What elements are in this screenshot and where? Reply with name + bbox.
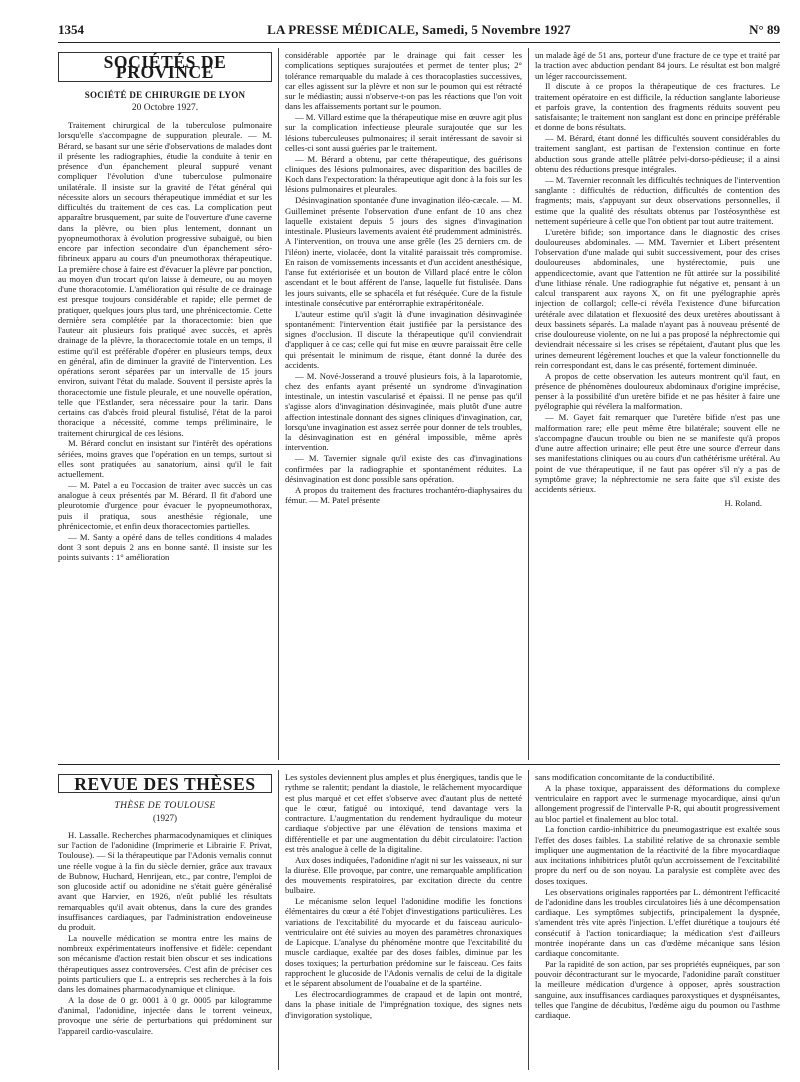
session-date: 20 Octobre 1927. xyxy=(131,102,199,113)
societes-column-1 xyxy=(58,50,272,760)
paragraph: un malade âgé de 51 ans, porteur d'une fracture de ce type et traité par la traction avec abduction pendant 84 jours. Le résultat est bon malgré un léger raccourcissement. xyxy=(535,50,780,81)
paragraph: sans modification concomitante de la conductibilité. xyxy=(535,772,715,782)
paragraph: — M. Bérard a obtenu, par cette thérapeutique, des guérisons cliniques des lésions pulmonaires, avec disparition des bacilles de Koch dans l'expectoration: la thérapeutique agit donc à la fois sur les lésions pulmonaires et pleurales. xyxy=(285,153,522,195)
paragraph: — M. Villard estime que la thérapeutique mise en œuvre agit plus sur la complication infectieuse pleurale surajoutée que sur les lésions tuberculeuses pulmonaires; il serait intéressant de savoir si celles-ci sont aussi guéries par le traitement. xyxy=(285,112,522,153)
journal-title: LA PRESSE MÉDICALE, Samedi, 5 Novembre 1927 xyxy=(267,22,571,37)
theses-column-1 xyxy=(58,772,272,1072)
paragraph: considérable apportée par le drainage qui fait cesser les complications septiques surajoutées et permet de tenter plus; 2° tolérance remarquable du malade à ces thoracoplasties successives, car elles agissent sur la plèvre et non sur le poumon qui est rétracté sur le médiastin; aussi n'observe-t-on pas les réactions que l'on voit dans les affaissements portant sur le poumon. xyxy=(285,50,522,112)
paragraph: La fonction cardio-inhibitrice du pneumogastrique est exaltée sous l'effet des doses faibles. La stabilité relative de sa chronaxie semble impliquer une augmentation de la réactivité de la fibre myocardiaque aux incitations inhibitrices plutôt qu'un accroissement de l'excitabilité propre du nerf ou de son noyau. La paralysie est complète avec des doses toxiques. xyxy=(535,824,780,886)
paragraph: A la phase toxique, apparaissent des déformations du complexe ventriculaire en rapport avec le surmenage myocardique, ainsi qu'un allongement progressif de l'intervalle P-R, qui aboutit progressivement au bloc partiel et finalement au bloc total. xyxy=(535,782,780,824)
paragraph: — M. Patel a eu l'occasion de traiter avec succès un cas analogue à ceux présentés par M. Bérard. Il fit d'abord une pleurotomie d'urgence pour évacuer le pyopneumothorax, puis il pratiqua, sous anesthésie régionale, une phrénicectomie, et enfin deux thoracectomies partielles. xyxy=(58,479,272,531)
paragraph: A propos de cette observation les auteurs montrent qu'il faut, en présence de phénomènes douloureux abdominaux d'origine imprécise, penser à la possibilité d'un uretère bifide et ne pas hésiter à faire une pyélographie qui révélera la malformation. xyxy=(535,370,780,412)
societes-column-3 xyxy=(535,50,780,760)
section-rule xyxy=(58,764,780,765)
paragraph: M. Bérard conclut en insistant sur l'intérêt des opérations sériées, moins graves que l'opération en un temps, surtout si elles sont pratiquées au sanatorium, ainsi qu'il le fait actuellement. xyxy=(58,438,272,480)
paragraph: L'uretère bifide; son importance dans le diagnostic des crises douloureuses abdominales. — MM. Tavernier et Libert présentent l'observation d'une malade qui subit successivement, pour des crises douloureuses abdominales, une hystérectomie, puis une appendicectomie, avant que l'attention ne fût attirée sur la possibilité d'une lithiase rénale. Une radiographie fut négative et, pensant à un calcul transparent aux rayons X, on fit une pyélographie après injection de collargol; celle-ci révéla l'existence d'une bifurcation urétérale avec dilatation et flexuosité des deux uretères aboutissant à deux bassinets séparés. La malade n'ayant pas à nouveau présenté de crise douloureuse violente, on ne lui a pas proposé la néphrectomie qui deviendrait nécessaire si les crises se répétaient, d'autant plus que les urines demeurent légèrement louches et que la valeur fonctionnelle du rein correspondant est, dans le cas présenté, fortement diminuée. xyxy=(535,226,780,370)
theses-column-2 xyxy=(285,772,522,1072)
paragraph: Les systoles deviennent plus amples et plus énergiques, tandis que le rythme se ralentit; pendant la diastole, le relâchement myocardique est plus marqué et cet effet s'observe avec d'autant plus de netteté que le cœur, fatigué ou intoxiqué, tend davantage vers la contracture. L'augmentation du rendement hydraulique du moteur cardiaque s'objective par une élévation de tensions maxima et différentielle et par une augmentation du débit circulatoire: l'action est très analogue à celle de la digitaline. xyxy=(285,772,522,854)
paragraph: Par la rapidité de son action, par ses propriétés eupnéiques, par son pouvoir décontracturant sur le myocarde, l'adonidine paraît constituer la meilleure médication d'urgence à opposer, après soustraction sanguine, aux insuffisances cardiaques paroxystiques et dyspnéisantes, telles que l'angine de décubitus, l'œdème aigu du poumon ou l'asthme cardiaque. xyxy=(535,958,780,1021)
paragraph: — M. Tavernier signale qu'il existe des cas d'invaginations confirmées par la radiographie et spontanément réduites. La désinvagination est donc possible sans opération. xyxy=(285,453,522,484)
theses-column-3 xyxy=(535,772,780,1072)
page-header xyxy=(58,22,780,42)
section-title-theses: REVUE DES THÈSES xyxy=(58,774,272,793)
section-title-societes: SOCIÉTÉS DE PROVINCE xyxy=(58,52,272,82)
paragraph: L'auteur estime qu'il s'agit là d'une invagination désinvaginée spontanément: l'intervention était justifiée par la persistance des signes d'occlusion. Il discute la thérapeutique qu'il conviendrait d'appliquer à ce cas; celle qui fut mise en œuvre paraissait être celle qui présentait le minimum de risque, étant donné la durée des accidents. xyxy=(285,308,522,370)
paragraph: Désinvagination spontanée d'une invagination iléo-cæcale. — M. Guilleminet présente l'observation d'une enfant de 10 ans chez laquelle existaient depuis 5 jours des signes d'invagination intestinale. Plusieurs lavements avaient été prudemment administrés. A l'intervention, on trouva une anse grêle (les 25 derniers cm. de l'iléon) inerte, violacée, dont la vitalité paraissait très compromise. En raison de vomissements incessants et d'un accident anesthésique, l'anse fut extériorisée et un bouton de Villard placé entre le côlon ascendant et le bout afférent de l'anse, laquelle fut fistulisée. Dans les jours suivants, elle se sphacéla et fut réséquée. Cure de la fistule intestinale consécutive par entérorraphie extrapéritonéale. xyxy=(285,195,522,308)
society-name: SOCIÉTÉ DE CHIRURGIE DE LYON xyxy=(84,89,246,100)
signature: H. Roland. xyxy=(724,498,762,509)
paragraph: — M. Tavernier reconnaît les difficultés techniques de l'intervention sanglante : difficultés de réduction, difficultés de contention des fragments; mais, s'appuyant sur deux observations personnelles, il estime que la qualité des résultats obtenus par l'ostéosynthèse est nettement supérieure à celle que l'on obtient par tout autre traitement. xyxy=(535,174,780,226)
page-number: 1354 xyxy=(58,22,84,37)
paragraph: — M. Gayet fait remarquer que l'uretère bifide n'est pas une malformation rare; elle peut même être bilatérale; souvent elle ne s'accompagne d'aucun trouble ou bien ne se manifeste qu'à propos d'une autre affection urinaire; elle peut être une source d'erreur dans ses manifestations cliniques ou au cours d'un cathétérisme urétéral. Au point de vue thérapeutique, il ne faut pas opérer s'il n'y a pas de symptôme grave; la néphrectomie ne sera faite que s'il existe des accidents sérieux. xyxy=(535,412,780,495)
paragraph: — M. Santy a opéré dans de telles conditions 4 malades dont 3 sont depuis 2 ans en bonne santé. Il insiste sur les points suivants : 1° amélioration xyxy=(58,531,272,563)
paragraph: — M. Nové-Josserand a trouvé plusieurs fois, à la laparotomie, chez des enfants ayant présenté un syndrome d'invagination intestinale, un intestin vascularisé et épaissi. Il ne pense pas qu'il s'agisse alors d'invagination désinvaginée, mais plutôt d'une autre affection intestinale donnant des signes cliniques d'invagination, car, lorsqu'une invagination est assez serrée pour donner de tels troubles, la désinvagination est en général impossible, même après intervention. xyxy=(285,370,522,453)
paragraph: Les observations originales rapportées par L. démontrent l'efficacité de l'adonidine dans les troubles circulatoires liés à une décompensation cardiaque. Les symptômes subjectifs, principalement la dyspnée, s'amendent très vite après l'injection. L'effet diurétique a toujours été consécutif à l'action tonicardiaque; la médication s'est d'ailleurs montrée inopérante dans un cas d'œdème mécanique sans lésion cardiaque concomitante. xyxy=(535,886,780,959)
paragraph: Il discute à ce propos la thérapeutique de ces fractures. Le traitement opératoire en est difficile, la réduction sanglante laborieuse et parfois grave, la contention des fragments réduits souvent peu satisfaisante; le traitement non sanglant est donc en principe préférable et donne de bons résultats. xyxy=(535,81,780,133)
column-divider xyxy=(528,48,529,760)
paragraph: A propos du traitement des fractures trochantéro-diaphysaires du fémur. — M. Patel présente xyxy=(285,484,522,505)
column-divider xyxy=(528,770,529,1070)
issue-number: N° 89 xyxy=(749,22,780,37)
paragraph: Le mécanisme selon lequel l'adonidine modifie les fonctions élémentaires du cœur a été l'objet d'investigations particulières. Les variations de l'excitabilité du myocarde et du faisceau auriculo-ventriculaire ont été suivies au moyen des paramètres chronaxiques de Lapicque. L'analyse du phénomène montre que l'excitabilité du muscle cardiaque, exaltée par des doses faibles, diminue par les doses toxiques; la perturbation prédomine sur le faisceau. Ces faits rapprochent le glucoside de l'Adonis vernalis de celui de la digitale et le séparent absolument de l'ouabaïne et de la spartéine. xyxy=(285,896,522,989)
paragraph: — M. Bérard, étant donné les difficultés souvent considérables du traitement sanglant, est partisan de l'extension continue en forte abduction sous grande attelle plâtrée pelvi-dorso-pédieuse; il a ainsi obtenu des réductions presque intégrales. xyxy=(535,133,780,174)
paragraph: H. Lassalle. Recherches pharmacodynamiques et cliniques sur l'action de l'adonidine (Imprimerie et Librairie F. Privat, Toulouse). — Si la thérapeutique par l'Adonis vernalis connut une réelle vogue à la fin du siècle dernier, grâce aux travaux de Bubnow, Huchard, Henrijean, etc., par contre, l'emploi de son glucoside actif ou adonidine ne s'était guère généralisé avant que Harvier, en 1926, n'eût publié les résultats remarquables qu'il avait obtenus, dans la cure des grandes insuffisances cardiaques, par l'administration endoveineuse du produit. xyxy=(58,829,272,932)
paragraph: La nouvelle médication se montra entre les mains de nombreux expérimentateurs inoffensive et fidèle: cependant son mécanisme d'action restait bien obscur et ses indications thérapeutiques assez controversées. C'est afin de préciser ces points particuliers que L. a entrepris ses recherches à la fois dans les domaines pharmacodynamique et clinique. xyxy=(58,932,272,995)
paragraph: Les électrocardiogrammes de crapaud et de lapin ont montré, dans la phase initiale de l'imprégnation toxique, des signes nets d'invigoration systolique, xyxy=(285,989,522,1020)
header-rule xyxy=(58,42,780,43)
paragraph: A la dose de 0 gr. 0001 à 0 gr. 0005 par kilogramme d'animal, l'adonidine, injectée dans le torrent veineux, provoque une série de perturbations qui prédominent sur l'appareil cardio-vasculaire. xyxy=(58,994,272,1036)
paragraph: Traitement chirurgical de la tuberculose pulmonaire lorsqu'elle s'accompagne de suppuration pleurale. — M. Bérard, se basant sur une série d'observations de malades dont il présente les radiographies, étudie la conduite à tenir en présence d'un épanchement pleural suppuré venant compliquer l'évolution d'une tuberculose pulmonaire unilatérale. Il insiste sur la gravité de l'état général qui nécessite alors un secours thérapeutique immédiat et sur les difficultés du traitement de ces cas. La complication peut apparaître brusquement, par suite de l'ouverture d'une caverne dans la plèvre, ou bien plus lentement, donnant un pyopneumothorax à évolution progressive subaiguë, ou bien encore par infection secondaire d'un épanchement séro-fibrineux apparu au cours d'un pneumothorax thérapeutique. La première chose à faire est d'évacuer la plèvre par ponction, au moyen d'un trocart qu'on laisse à demeure, ou au moyen d'une thoracotomie. L'amélioration qui résulte de ce drainage est presque toujours considérable et rapide; elle permet de pratiquer, quelques jours plus tard, une phrénicectomie. Cette dernière sera complétée par la thoracectomie: bien que l'auteur ait plusieurs fois pratiqué avec succès, et après drainage de la plèvre, la thoracectomie totale en un temps, il estime qu'il est préférable d'opérer en plusieurs temps, deux en général, afin de diminuer la gravité de l'intervention. Les opérations seront séparées par un intervalle de 15 jours environ, suivant l'état du malade. Souvent il persiste après la thoracectomie une fistule pleurale, et une nouvelle opération, telle que l'Estlander, sera nécessaire pour la tarir. Dans certains cas d'abcès froid pleural fistulisé, l'état de la paroi thoracique a nécessité, comme temps préliminaire, le traitement chirurgical de ces lésions. xyxy=(58,120,272,438)
paragraph: Aux doses indiquées, l'adonidine n'agit ni sur les vaisseaux, ni sur la diurèse. Elle provoque, par contre, une remarquable amplification des mouvements respiratoires, par excitation directe du centre bulbaire. xyxy=(285,854,522,896)
column-divider xyxy=(278,770,279,1070)
column-divider xyxy=(278,48,279,760)
these-subtitle: THÈSE DE TOULOUSE xyxy=(114,801,216,812)
these-year: (1927) xyxy=(153,812,177,823)
societes-column-2 xyxy=(285,50,522,760)
